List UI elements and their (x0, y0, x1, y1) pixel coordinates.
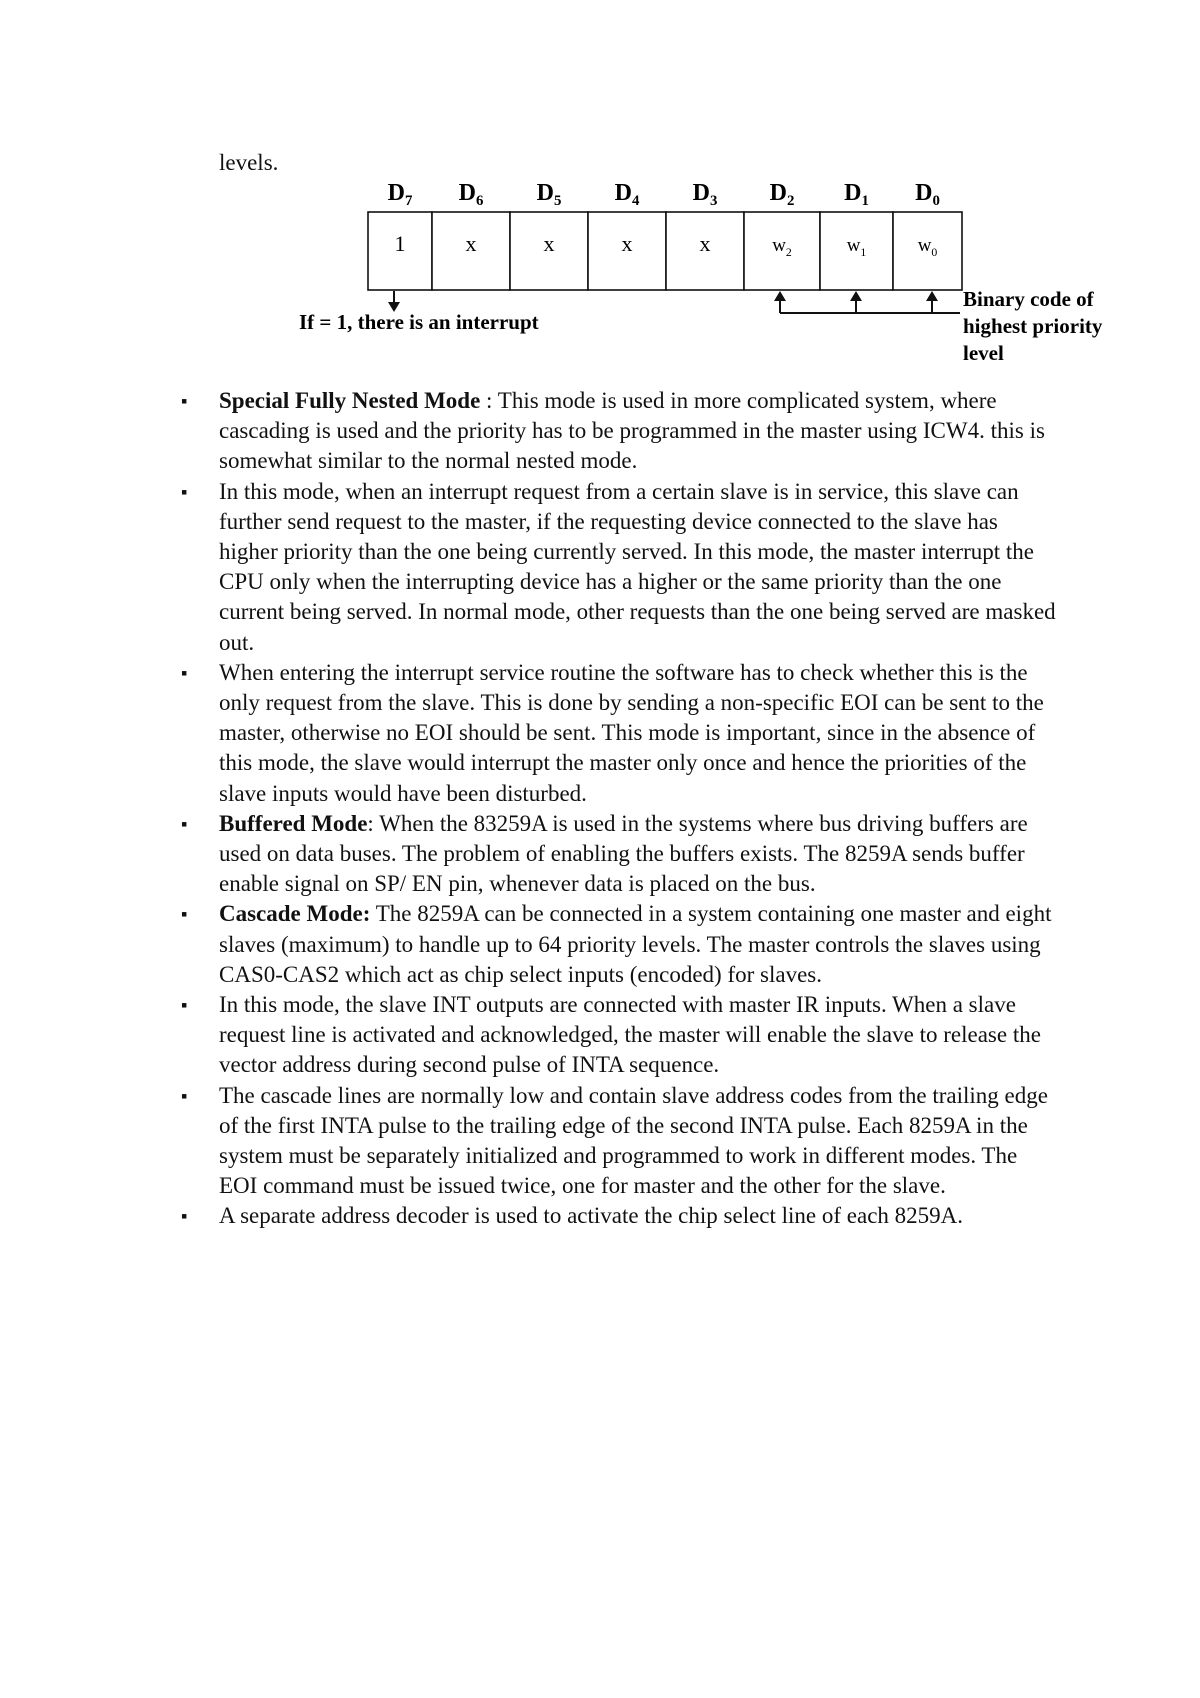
list-item-text: In this mode, when an interrupt request from a certain slave is in service, this slave can further send request to the master, if the requesting device connected to the slave has higher priority than the one being currently served. In this mode, the master interrupt the CPU only when the interrupting device has a higher or the same priority than the one current being served. In normal mode, other requests than the one being served are masked out. (219, 478, 1056, 655)
list-item-text: In this mode, the slave INT outputs are connected with master IR inputs. When a slave request line is activated and acknowledged, the master will enable the slave to release the vector address during second pulse of INTA sequence. (219, 992, 1041, 1078)
bit-header-sub: 1 (861, 193, 869, 209)
bit-header (915, 180, 940, 209)
bit-header (388, 180, 413, 209)
register-cell-value-sub: 2 (785, 246, 792, 259)
priority-arrow-head (926, 291, 938, 301)
list-item (181, 1081, 1061, 1202)
register-cell-value (700, 231, 711, 256)
bit-header-sub: 5 (553, 193, 562, 209)
register-cell-value-base: 1 (394, 231, 406, 256)
list-item (181, 899, 1061, 990)
bullet-marker: ▪ (181, 995, 188, 1016)
binary-note-line-1: Binary code of (963, 287, 1094, 311)
register-cell-value (395, 231, 406, 256)
bullet-marker: ▪ (181, 481, 188, 502)
interrupt-arrow (388, 291, 400, 312)
list-item (181, 1201, 1061, 1231)
bullet-marker: ▪ (181, 391, 188, 411)
bit-header-base: D (458, 180, 476, 206)
bit-header (459, 180, 484, 209)
priority-arrow-head (850, 291, 862, 301)
list-item-text: : This mode is used in more complicated system, where cascading is used and the priority has to be programmed in the master using ICW4. this is somewhat similar to the normal nested mode. (219, 388, 1045, 474)
priority-arrows (774, 291, 960, 313)
bit-header (770, 180, 795, 209)
priority-arrow-head (774, 291, 786, 301)
binary-note-line-3: level (963, 341, 1004, 365)
register-cell-value (466, 231, 477, 256)
register-cell-value (544, 231, 555, 256)
list-item (181, 477, 1061, 658)
bullet-marker: ▪ (181, 904, 188, 925)
bit-header (615, 180, 640, 209)
register-cell-value-base: x (543, 231, 555, 256)
register-cell-value (622, 231, 633, 256)
register-cell-value-base: w (917, 235, 932, 256)
list-item-heading: Special Fully Nested Mode (219, 388, 481, 413)
bit-header-sub: 2 (786, 193, 795, 209)
register-cell-value-base: x (621, 231, 633, 256)
bit-header-base: D (536, 180, 554, 206)
bullet-marker: ▪ (181, 1206, 188, 1227)
list-item (181, 658, 1061, 809)
bit-header (693, 180, 718, 209)
list-item-heading: Cascade Mode: (219, 901, 371, 927)
list-item-text: The 8259A can be connected in a system containing one master and eight slaves (maximum) to handle up to 64 priority levels. The master controls the slaves using CAS0-CAS2 which act as chip select inputs (encoded) for slaves. (219, 901, 1052, 987)
bit-header-base: D (844, 180, 862, 206)
bullet-list (181, 386, 1061, 1232)
bit-header (844, 180, 869, 209)
bit-header-base: D (387, 180, 405, 206)
bullet-marker: ▪ (181, 662, 188, 683)
register-cell-value-base: w (772, 235, 786, 256)
register-cell-value-base: x (465, 231, 477, 256)
register-diagram-svg (0, 170, 1200, 375)
list-item-heading: Buffered Mode (219, 810, 368, 836)
list-item (181, 809, 1061, 900)
bit-header-base: D (769, 180, 787, 206)
bit-header-base: D (614, 180, 632, 206)
list-item-text: A separate address decoder is used to activate the chip select line of each 8259A. (219, 1203, 964, 1229)
bit-header-sub: 0 (932, 193, 940, 209)
register-diagram (0, 170, 1200, 375)
bit-header-base: D (692, 180, 710, 206)
bullet-marker: ▪ (181, 813, 188, 834)
list-item (181, 990, 1061, 1081)
bit-header-sub: 3 (709, 193, 718, 209)
bullet-marker: ▪ (181, 1085, 188, 1106)
bit-headers (388, 180, 940, 209)
register-cell-value-base: x (699, 231, 711, 256)
bit-header-sub: 7 (404, 193, 413, 209)
register-cell-value-sub: 0 (931, 246, 938, 259)
list-item-text: The cascade lines are normally low and contain slave address codes from the trailing edge of the first INTA pulse to the trailing edge of the second INTA pulse. Each 8259A in the system must be separately initialized and programmed to work in different modes. The EOI command must be issued twice, one for master and the other for the slave. (219, 1082, 1048, 1199)
interrupt-note: If = 1, there is an interrupt (299, 310, 539, 334)
register-cell-value-base: w (846, 235, 861, 256)
list-item-text: When entering the interrupt service routine the software has to check whether this is the only request from the slave. This is done by sending a non-specific EOI can be sent to the master, otherwise no EOI should be sent. This mode is important, since in the absence of this mode, the slave would interrupt the master only once and hence the priorities of the slave inputs would have been disturbed. (219, 659, 1044, 806)
bit-header (537, 180, 562, 209)
bit-header-sub: 6 (475, 193, 484, 209)
bit-header-base: D (915, 180, 933, 206)
intro-text: levels. (219, 150, 279, 175)
bit-header-sub: 4 (631, 193, 640, 209)
register-cells (368, 212, 962, 290)
binary-note-line-2: highest priority (963, 314, 1103, 338)
list-item (181, 386, 1061, 477)
register-cell-value-sub: 1 (860, 246, 867, 259)
list-item-text: : When the 83259A is used in the systems where bus driving buffers are used on data buses. The problem of enabling the buffers exists. The 8259A sends buffer enable signal on SP/ EN pin, whenever data is placed on the bus. (219, 810, 1028, 897)
